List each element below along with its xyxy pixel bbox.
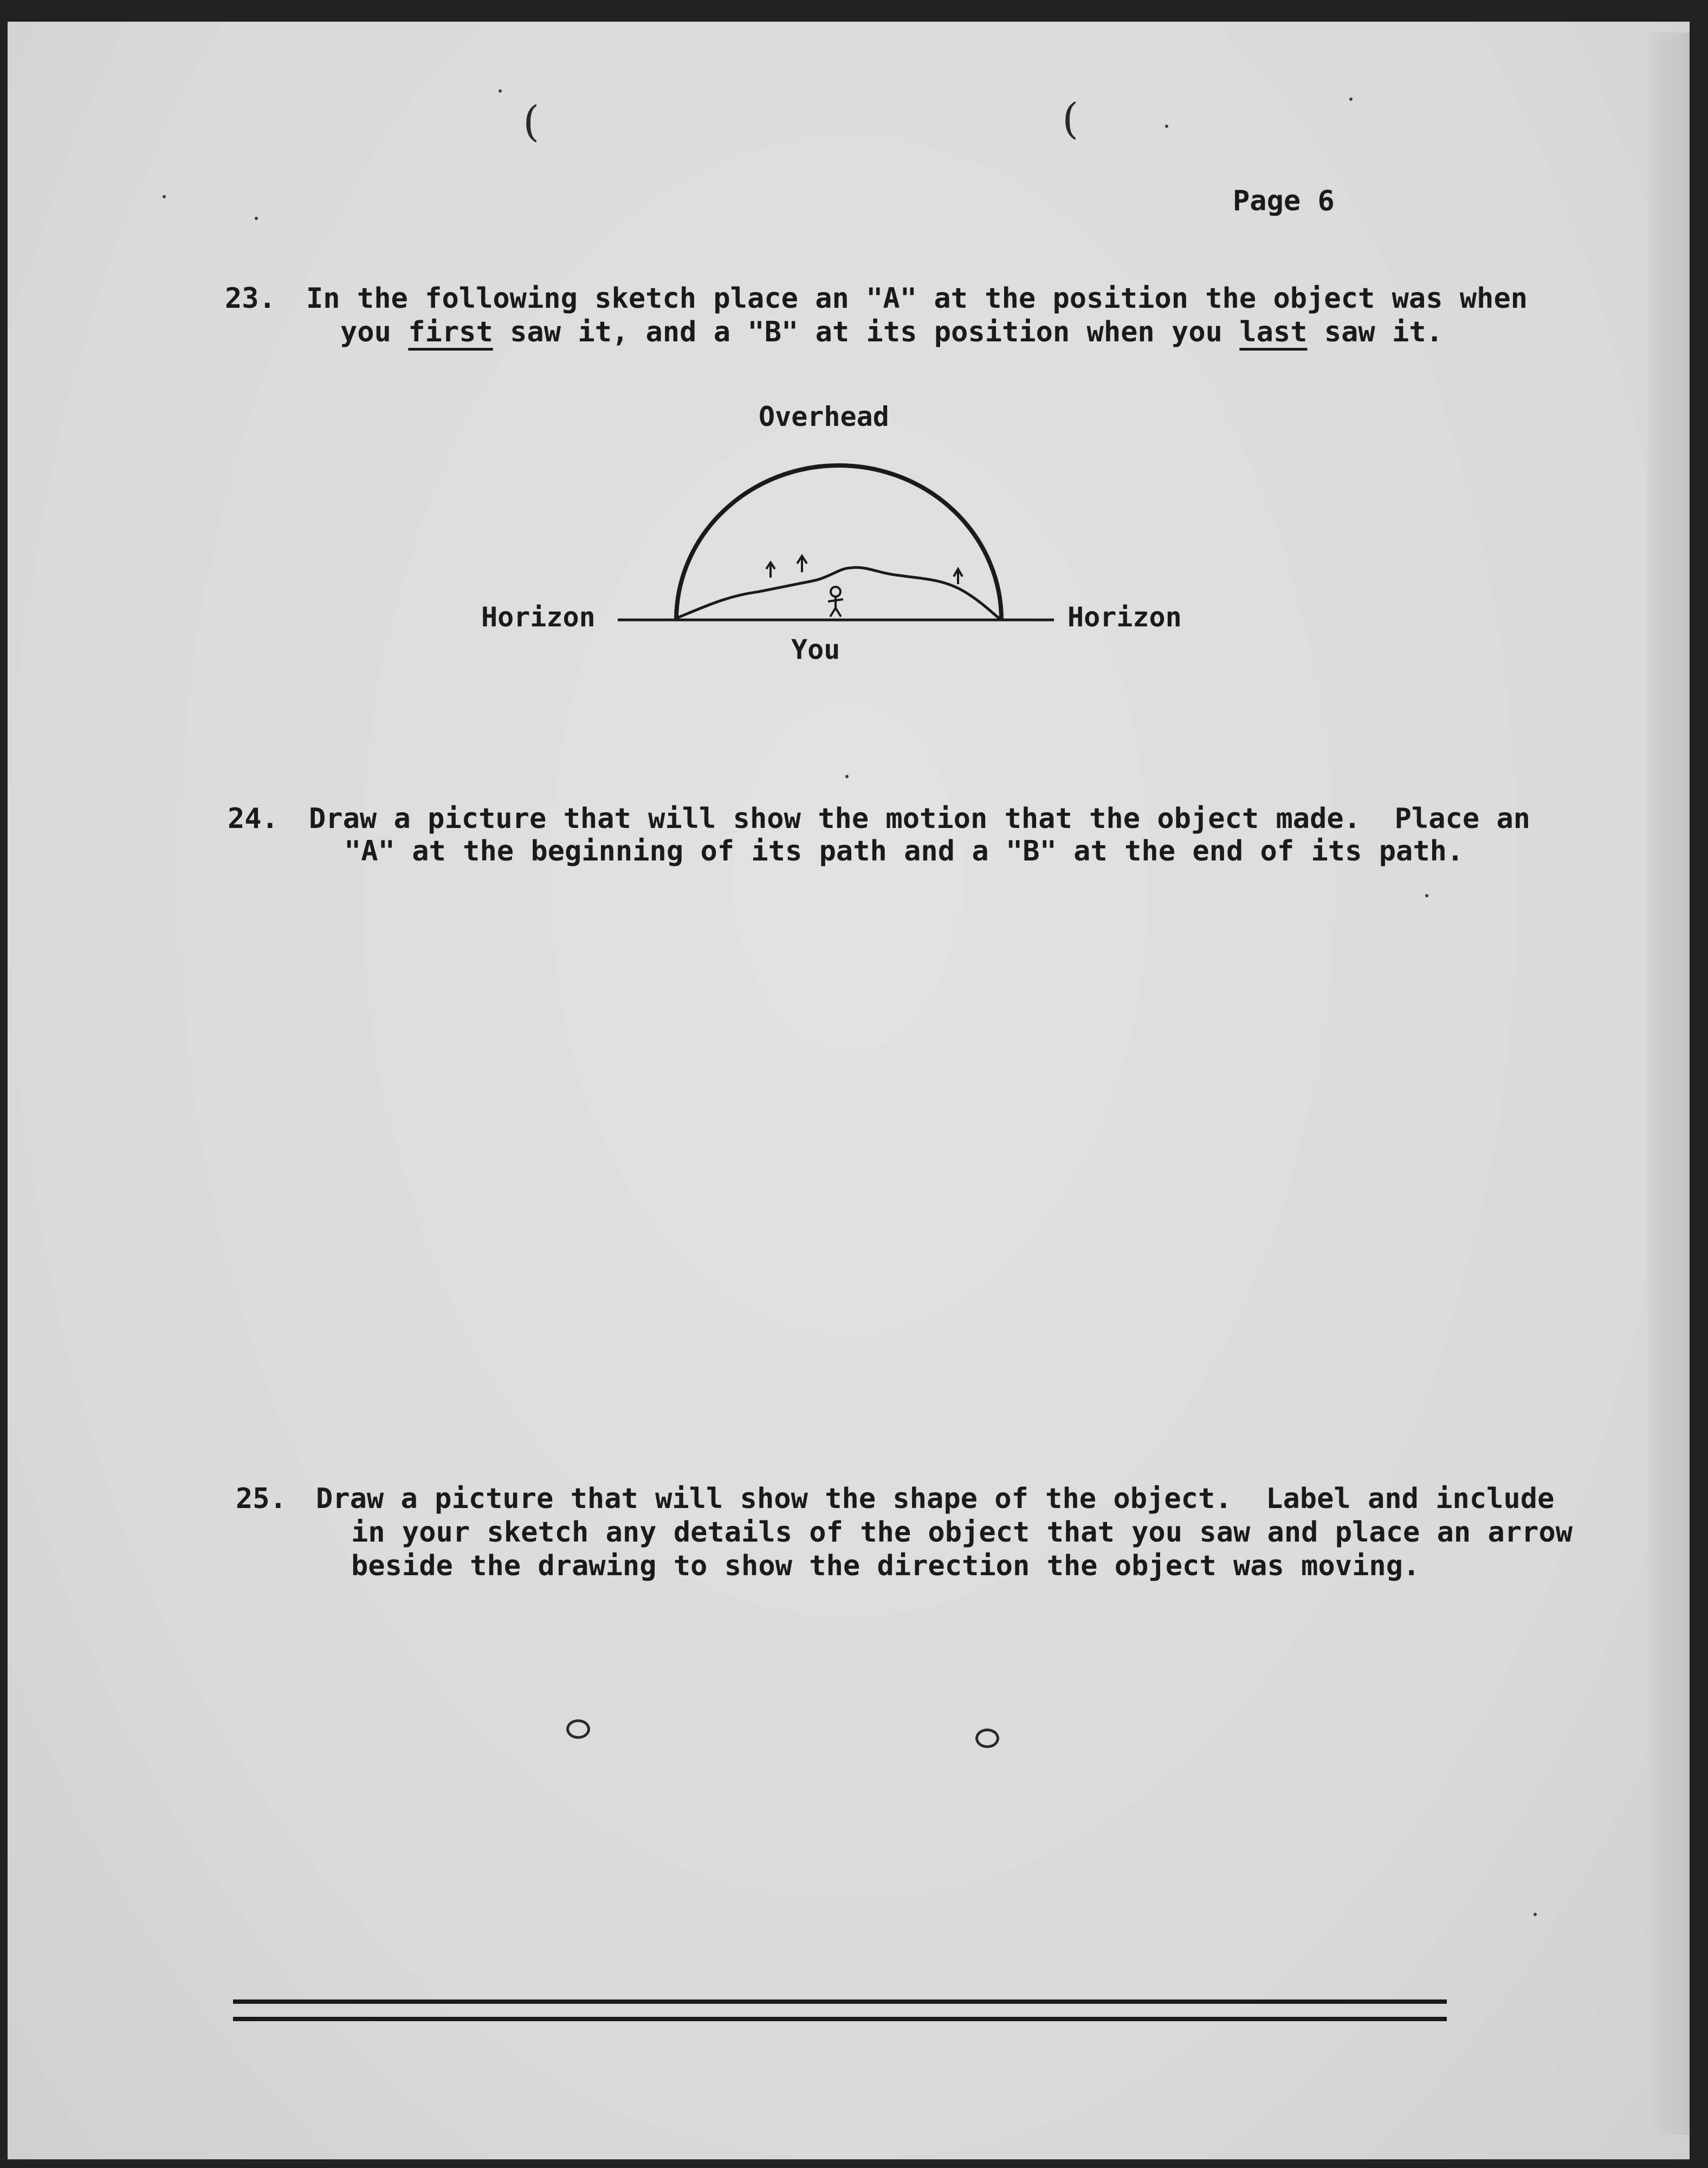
question-25-number: 25. [236,1483,287,1515]
sky-dome-sketch [596,450,1062,634]
punch-hole [566,1719,590,1739]
bottom-rule-lower [233,2017,1447,2021]
sketch-label-horizon-left: Horizon [481,601,596,633]
speck [1349,98,1353,101]
text-run: saw it. [1307,316,1443,348]
question-23-number: 23. [225,282,276,315]
speck [1425,894,1428,897]
page-number: Page 6 [1233,185,1335,217]
question-23-line-2 [340,315,1443,349]
text-run: you [340,316,409,348]
question-23-line-1: In the following sketch place an "A" at the position the object was when [306,282,1528,315]
question-24-line-1: Draw a picture that will show the motion that the object made. Place an [309,803,1531,835]
person-icon [828,587,843,617]
underlined-word-last: last [1239,316,1308,348]
stray-paren-mark: ( [523,98,540,146]
question-24-number: 24. [228,803,279,835]
sketch-label-horizon-right: Horizon [1068,601,1182,633]
tree-icon [954,569,962,584]
stray-paren-mark: ( [1062,95,1079,144]
speck [499,89,502,93]
question-25-line-1: Draw a picture that will show the shape of the object. Label and include [316,1483,1555,1515]
text-run: saw it, and a "B" at its position when you [493,316,1240,348]
speck [255,217,258,220]
sketch-label-overhead: Overhead [759,401,889,432]
sky-dome-arc [676,465,1001,620]
sketch-label-you: You [791,634,840,665]
paper-edge [1647,33,1690,2135]
tree-icon [797,556,807,572]
speck [1165,125,1168,128]
question-25-line-2: in your sketch any details of the object that you saw and place an arrow [351,1516,1573,1549]
question-25-line-3: beside the drawing to show the direction the object was moving. [351,1550,1420,1582]
speck [845,775,849,778]
question-24-line-2: "A" at the beginning of its path and a "B" at the end of its path. [344,835,1464,868]
punch-hole [975,1729,999,1748]
bottom-rule-upper [233,1999,1447,2004]
tree-icon [766,562,775,578]
speck [1534,1913,1537,1916]
speck [163,195,166,198]
underlined-word-first: first [408,316,493,348]
